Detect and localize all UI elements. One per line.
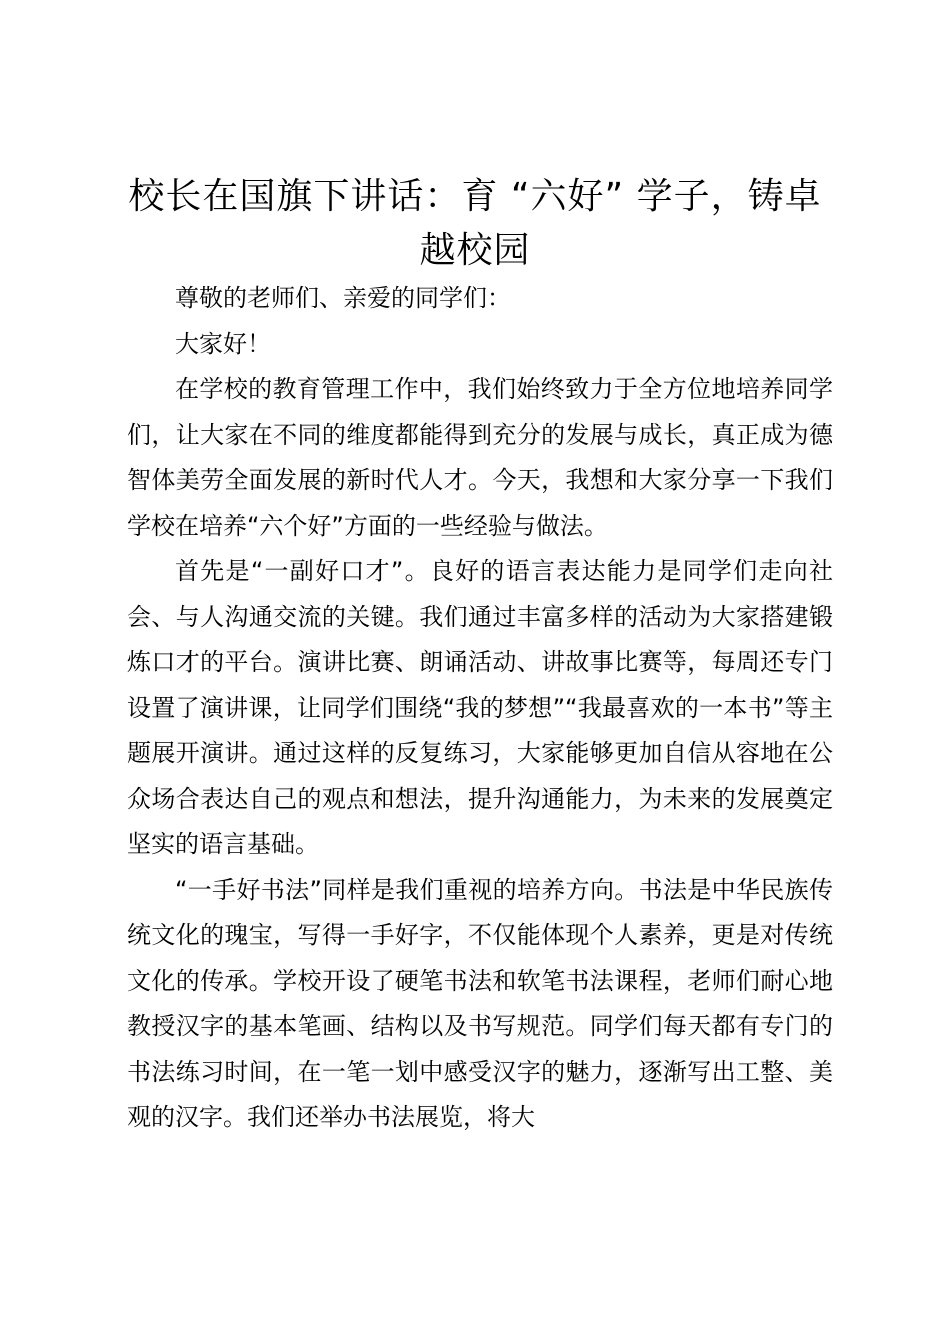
greeting: 大家好！: [175, 329, 271, 358]
salutation: 尊敬的老师们、亲爱的同学们：: [175, 284, 511, 312]
paragraph-calligraphy: “一手好书法”同样是我们重视的培养方向。书法是中华民族传统文化的瑰宝，写得一手好字，不仅能体现个人素养，更是对传统文化的传承。学校开设了硬笔书法和软笔书法课程，老师们耐心地教授汉字的基本笔画、结构以及书写规范。同学们每天都有专门的书法练习时间，在一笔一划中感受汉字的魅力，逐渐写出工整、美观的汉字。我们还举办书法展览，将大: [127, 875, 833, 1131]
document-title: 校长在国旗下讲话：育 “六好” 学子，铸卓越校园: [128, 176, 822, 271]
paragraph-eloquence: 首先是“一副好口才”。良好的语言表达能力是同学们走向社会、与人沟通交流的关键。我们通过丰富多样的活动为大家搭建锻炼口才的平台。演讲比赛、朗诵活动、讲故事比赛等，每周还专门设置了演讲课，让同学们围绕“我的梦想”“我最喜欢的一本书”等主题展开演讲。通过这样的反复练习，大家能够更加自信从容地在公众场合表达自己的观点和想法，提升沟通能力，为未来的发展奠定坚实的语言基础。: [127, 557, 833, 858]
document-body: [127, 276, 833, 1141]
paragraph-intro: 在学校的教育管理工作中，我们始终致力于全方位地培养同学们，让大家在不同的维度都能得到充分的发展与成长，真正成为德智体美劳全面发展的新时代人才。今天，我想和大家分享一下我们学校在培养“六个好”方面的一些经验与做法。: [127, 375, 833, 540]
